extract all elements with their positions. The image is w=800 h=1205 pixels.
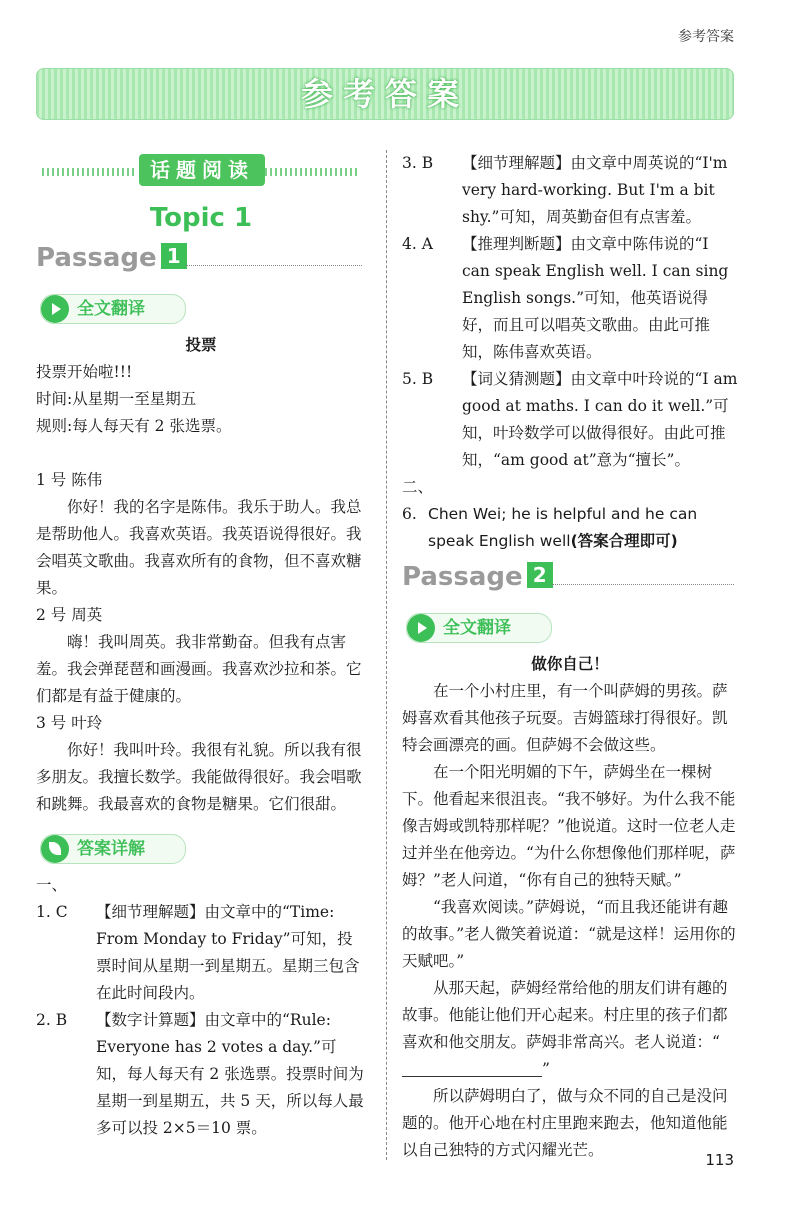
answer-number: 6.: [402, 505, 417, 523]
answer-blank: [402, 1060, 542, 1077]
passage-heading: [36, 238, 366, 278]
banner-title: 参考答案: [300, 75, 469, 113]
play-icon: [407, 614, 435, 642]
section-tag-row: [36, 150, 366, 190]
answer-note: (答案合理即可): [570, 532, 678, 550]
answer-text-main: Chen Wei; he is helpful and he can speak English well: [428, 505, 698, 550]
play-icon: [41, 295, 69, 323]
part-heading: 一、: [36, 876, 68, 894]
answer-number: 1. C: [36, 903, 68, 921]
dots-decoration: [42, 168, 137, 176]
answer-number: 2. B: [36, 1011, 68, 1029]
candidate-name: 1 号 陈伟: [36, 471, 103, 489]
answer-item: [402, 231, 738, 366]
answer-item: [36, 899, 366, 1007]
section-tag: 话题阅读: [139, 154, 265, 186]
paragraph-text: 从那天起，萨姆经常给他的朋友们讲有趣的故事。他能让他们开心起来。村庄里的孩子们都喜欢和他交朋友。萨姆非常高兴。老人说道：“: [402, 979, 728, 1051]
passage-word: Passage: [402, 562, 523, 592]
right-column: [402, 150, 738, 1164]
answer-banner: [36, 68, 734, 120]
answers-label-text: 答案详解: [77, 839, 145, 859]
answer-item: [402, 150, 738, 231]
answer-text: 【细节理解题】由文章中的“Time: From Monday to Friday”可知，投票时间从星期一到星期五。星期三包含在此时间段内。: [96, 903, 360, 1002]
text-line: 投票开始啦!!!: [36, 363, 133, 381]
answer-item: [402, 501, 738, 555]
part-heading: 二、: [402, 478, 434, 496]
paragraph: “我喜欢阅读。”萨姆说，“而且我还能讲有趣的故事。”老人微笑着说道：“就是这样！运用你的天赋吧。”: [402, 898, 736, 970]
answer-item: [402, 366, 738, 474]
paragraph: 所以萨姆明白了，做与众不同的自己是没问题的。他开心地在村庄里跑来跑去，他知道他能以自己独特的方式闪耀光芒。: [402, 1087, 728, 1159]
text-line: 时间:从星期一至星期五: [36, 390, 197, 408]
passage-title: 做你自己！: [531, 655, 609, 673]
passage-word: Passage: [36, 243, 157, 273]
passage-heading: [402, 557, 738, 597]
paragraph: 在一个小村庄里，有一个叫萨姆的男孩。萨姆喜欢看其他孩子玩耍。吉姆篮球打得很好。凯特会画漂亮的画。但萨姆不会做这些。: [402, 682, 728, 754]
answer-number: 3. B: [402, 154, 434, 172]
dots-decoration: [265, 168, 360, 176]
page-number: 113: [705, 1151, 734, 1169]
candidate-name: 3 号 叶玲: [36, 714, 103, 732]
answer-item: [36, 1007, 366, 1142]
answer-text: 【推理判断题】由文章中陈伟说的“I can speak English well. I can sing English songs.”可知，他英语说得好，而且可以唱英文歌曲。由此可推知，陈伟喜欢英语。: [462, 235, 729, 361]
dotted-rule: [186, 265, 362, 266]
left-column: [36, 150, 366, 1142]
paragraph: 你好！我的名字是陈伟。我乐于助人。我总是帮助他人。我喜欢英语。我英语说得很好。我会唱英文歌曲。我喜欢所有的食物，但不喜欢糖果。: [36, 498, 362, 597]
answer-text: [428, 501, 738, 555]
translation-label: [406, 613, 552, 643]
column-divider: [386, 150, 387, 1160]
running-header: 参考答案: [678, 29, 734, 45]
answer-text: 【词义猜测题】由文章中叶玲说的“I am good at maths. I can do it well.”可知，叶玲数学可以做得很好。由此可推知，“am good at”意为“擅长”。: [462, 370, 738, 469]
topic-title: Topic 1: [149, 203, 253, 233]
passage-title: 投票: [185, 336, 217, 354]
paragraph: 你好！我叫叶玲。我很有礼貌。所以我有很多朋友。我擅长数学。我能做得很好。我会唱歌和跳舞。我最喜欢的食物是糖果。它们很甜。: [36, 741, 362, 813]
paragraph: [402, 975, 738, 1083]
dotted-rule: [552, 584, 734, 585]
candidate-name: 2 号 周英: [36, 606, 103, 624]
text-line: 规则:每人每天有 2 张选票。: [36, 417, 232, 435]
answer-text: 【细节理解题】由文章中周英说的“I'm very hard-working. But I'm a bit shy.”可知，周英勤奋但有点害羞。: [462, 154, 728, 226]
translation-label-text: 全文翻译: [443, 618, 511, 638]
passage-number: 2: [527, 562, 553, 588]
answer-text: 【数字计算题】由文章中的“Rule: Everyone has 2 votes a day.”可知，每人每天有 2 张选票。投票时间为星期一到星期五，共 5 天，所以每人最多可以投 2×5＝10 票。: [96, 1011, 364, 1137]
answers-label: [40, 834, 186, 864]
passage-number: 1: [161, 243, 187, 269]
answer-number: 5. B: [402, 370, 434, 388]
closing-quote: ”: [542, 1060, 550, 1078]
translation-label: [40, 294, 186, 324]
paragraph: 在一个阳光明媚的下午，萨姆坐在一棵树下。他看起来很沮丧。“我不够好。为什么我不能像吉姆或凯特那样呢？”他说道。这时一位老人走过并坐在他旁边。“为什么你想像他们那样呢，萨姆？”老人问道，“你有自己的独特天赋。”: [402, 763, 736, 889]
translation-label-text: 全文翻译: [77, 299, 145, 319]
paragraph: 嗨！我叫周英。我非常勤奋。但我有点害羞。我会弹琵琶和画漫画。我喜欢沙拉和茶。它们都是有益于健康的。: [36, 633, 362, 705]
leaf-icon: [41, 835, 69, 863]
answer-number: 4. A: [402, 235, 433, 253]
